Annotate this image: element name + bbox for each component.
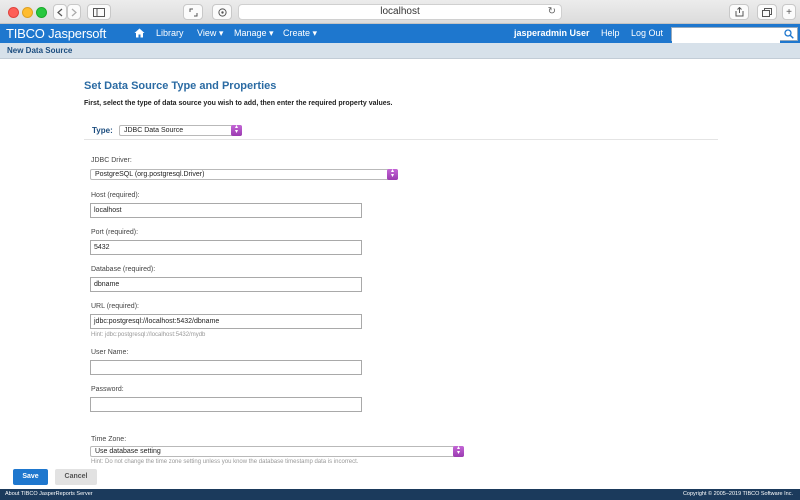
close-window-button[interactable] <box>8 7 19 18</box>
caret-down-icon: ▾ <box>218 28 224 38</box>
username-field[interactable] <box>90 360 362 375</box>
nav-create[interactable] <box>283 28 317 39</box>
port-field[interactable]: 5432 <box>90 240 362 255</box>
about-link[interactable]: About TIBCO JasperReports Server <box>5 491 93 497</box>
timezone-select-value: Use database setting <box>95 448 161 455</box>
address-bar[interactable] <box>238 4 562 20</box>
search-icon[interactable] <box>784 29 794 39</box>
chevron-left-icon <box>57 8 63 17</box>
back-button[interactable] <box>53 4 67 20</box>
search-box <box>671 27 798 41</box>
page-header-bar <box>0 43 800 59</box>
user-name[interactable]: jasperadmin User <box>514 28 590 38</box>
nav-help[interactable]: Help <box>601 28 620 38</box>
chevron-right-icon <box>71 8 77 17</box>
caret-down-icon: ▾ <box>312 28 318 38</box>
timezone-label: Time Zone: <box>91 436 127 443</box>
driver-select-value: PostgreSQL (org.postgresql.Driver) <box>95 171 205 178</box>
nav-library[interactable]: Library <box>156 28 184 38</box>
host-label: Host (required): <box>91 192 140 199</box>
password-field[interactable] <box>90 397 362 412</box>
database-label: Database (required): <box>91 266 156 273</box>
url-field[interactable]: jdbc:postgresql://localhost:5432/dbname <box>90 314 362 329</box>
page-title: Set Data Source Type and Properties <box>84 80 277 92</box>
username-label: User Name: <box>91 349 129 356</box>
fullscreen-button[interactable] <box>183 4 203 20</box>
url-label: URL (required): <box>91 303 139 310</box>
timezone-hint: Hint: Do not change the time zone setting unless you know the database timestamp data is incorrect. <box>91 459 359 465</box>
share-icon <box>735 7 744 17</box>
button-bar <box>0 466 800 488</box>
nav-create-label: Create <box>283 28 311 38</box>
nav-view[interactable] <box>197 28 223 39</box>
caret-down-icon: ▾ <box>269 28 274 38</box>
copyright-text: Copyright © 2005–2019 TIBCO Software Inc. <box>682 491 793 497</box>
privacy-icon <box>218 8 227 17</box>
zoom-window-button[interactable] <box>36 7 47 18</box>
expand-icon <box>189 8 198 17</box>
nav-logout[interactable]: Log Out <box>631 28 664 38</box>
tabs-button[interactable] <box>757 4 777 20</box>
forward-button[interactable] <box>67 4 81 20</box>
share-button[interactable] <box>729 4 749 20</box>
host-field[interactable]: localhost <box>90 203 362 218</box>
type-select[interactable] <box>119 125 242 136</box>
select-arrows-icon: ▴ ▾ <box>231 125 242 136</box>
address-text: localhost <box>380 6 420 17</box>
nav-manage-label: Manage <box>234 28 267 38</box>
select-arrows-icon: ▴ ▾ <box>387 169 398 180</box>
divider <box>84 139 718 140</box>
page-header-title: New Data Source <box>7 46 73 55</box>
driver-label: JDBC Driver: <box>91 157 132 164</box>
cancel-button[interactable]: Cancel <box>55 469 97 485</box>
home-icon[interactable] <box>134 28 145 38</box>
password-label: Password: <box>91 386 124 393</box>
nav-view-label: View <box>197 28 217 38</box>
page-description: First, select the type of data source you wish to add, then enter the required property values. <box>84 100 393 107</box>
select-arrows-icon: ▴ ▾ <box>453 446 464 457</box>
save-button[interactable]: Save <box>13 469 48 485</box>
url-hint: Hint: jdbc:postgresql://localhost:5432/mydb <box>91 332 206 338</box>
browser-toolbar <box>0 0 800 24</box>
minimize-window-button[interactable] <box>22 7 33 18</box>
sidebar-icon <box>93 8 105 17</box>
timezone-select[interactable] <box>90 446 464 457</box>
port-label: Port (required): <box>91 229 139 236</box>
driver-select[interactable] <box>90 169 398 180</box>
reader-button[interactable] <box>212 4 232 20</box>
database-field[interactable]: dbname <box>90 277 362 292</box>
type-label: Type: <box>92 126 113 135</box>
tabs-icon <box>762 8 772 17</box>
brand-logo[interactable]: TIBCO Jaspersoft <box>6 26 107 41</box>
sidebar-toggle-button[interactable] <box>87 4 111 20</box>
new-tab-button[interactable]: + <box>782 4 796 20</box>
nav-manage[interactable] <box>234 28 274 39</box>
type-select-value: JDBC Data Source <box>124 127 184 134</box>
footer-bar <box>0 489 800 500</box>
reload-icon[interactable]: ↻ <box>547 6 556 17</box>
